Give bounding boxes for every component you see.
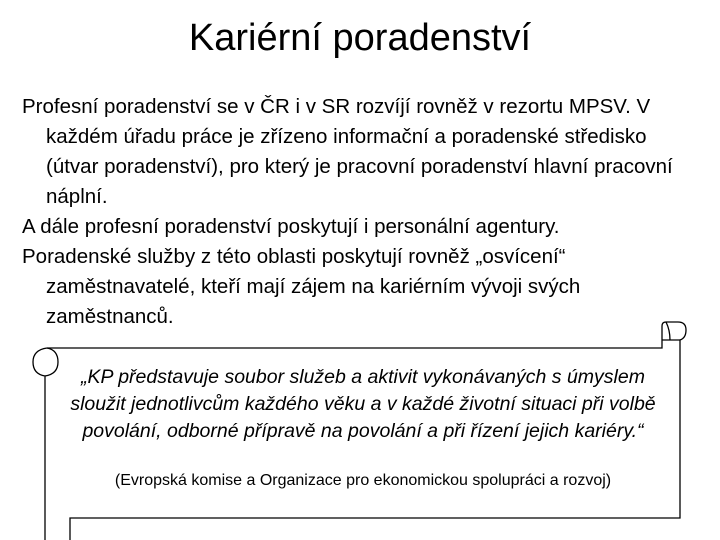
paragraph-agencies: A dále profesní poradenství poskytují i personální agentury. bbox=[22, 215, 560, 238]
quote-text: „KP představuje soubor služeb a aktivit vykonávaných s úmyslem sloužit jednotlivcům každého věku a v každé životní situaci při volbě povolání, odborné přípravě na povolání a při řízení jejich kariéry.“ bbox=[70, 366, 656, 442]
paragraph-mpsv: Profesní poradenství se v ČR i v SR rozvíjí rovněž v rezortu MPSV. V každém úřadu práce je zřízeno informační a poradenské středisko (útvar poradenství), pro který je pracovní poradenství hlavní pracovní náplní. bbox=[22, 95, 673, 208]
paragraph-employers: Poradenské služby z této oblasti poskytují rovněž „osvícení“ zaměstnavatelé, kteří mají zájem na kariérním vývoji svých zaměstnanců. bbox=[22, 245, 581, 328]
quote-source: (Evropská komise a Organizace pro ekonomickou spolupráci a rozvoj) bbox=[114, 472, 612, 489]
slide-title: Kariérní poradenství bbox=[188, 17, 532, 59]
